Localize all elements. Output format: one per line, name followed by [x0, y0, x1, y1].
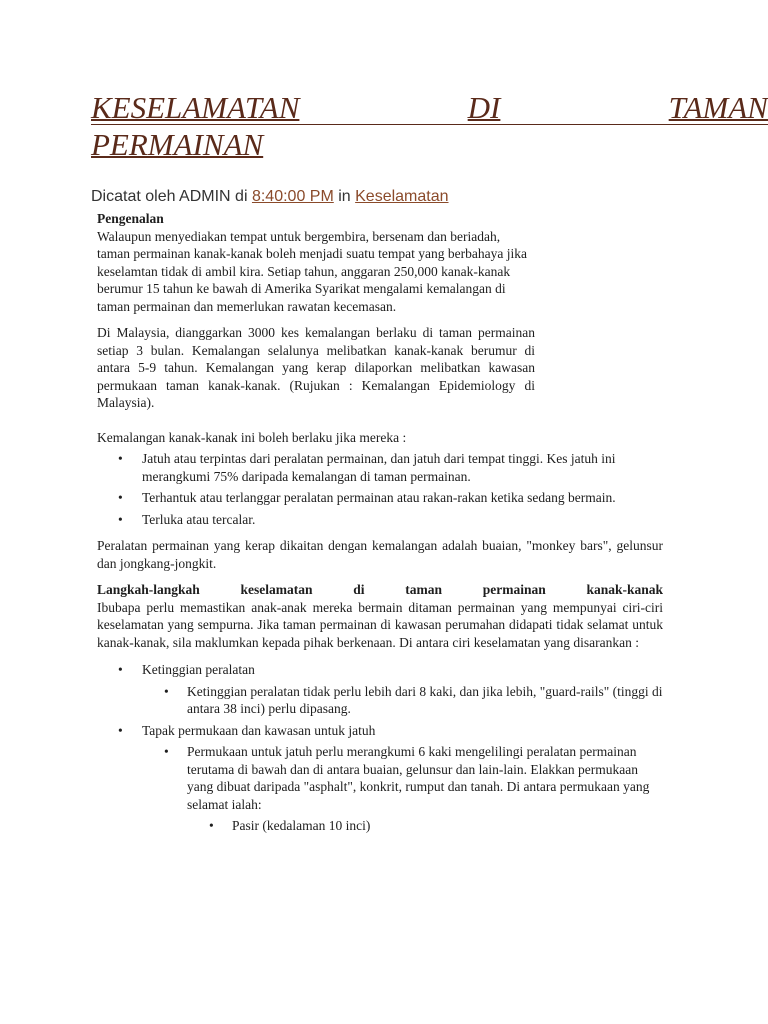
post-time-link[interactable]: 8:40:00 PM — [251, 188, 334, 205]
feature-label: Tapak permukaan dan kawasan untuk jatuh — [142, 722, 376, 738]
title-word: KESELAMATAN — [91, 90, 300, 125]
meta-prefix: Dicatat oleh ADMIN di — [91, 188, 252, 205]
steps-heading-word: keselamatan — [240, 582, 313, 597]
steps-heading-word: kanak-kanak — [586, 582, 663, 597]
intro-paragraph: Walaupun menyediakan tempat untuk bergembira, bersenam dan beriadah, taman permainan kanak-kanak boleh menjadi suatu tempat yang berbahaya jika keselamtan tidak di ambil kira. Setiap tahun, anggaran 250,000 kanak-kanak berumur 15 tahun ke bawah di Amerika Syarikat mengalami kemalangan di taman permainan dan memerlukan rawatan kecemasan. — [97, 228, 527, 314]
title-word: DI — [467, 90, 501, 125]
steps-heading — [97, 581, 663, 599]
feature-subsublist — [97, 817, 663, 835]
title-word: TAMAN — [668, 90, 768, 125]
list-item — [97, 661, 663, 679]
list-item: • Permukaan untuk jatuh perlu merangkumi 6 kaki mengelilingi peralatan permainan terutama di bawah dan di antara buaian, gelunsur dan lain-lain. Elakkan permukaan yang dibuat daripada "asphalt", konkrit, rumput dan tanah. Di antara permukaan yang selamat ialah: — [97, 743, 663, 813]
list-item: • Jatuh atau terpintas dari peralatan permainan, dan jatuh dari tempat tinggi. Kes jatuh ini merangkumi 75% daripada kemalangan di taman permainan. — [97, 450, 663, 485]
post-title[interactable] — [91, 90, 768, 163]
feature-sublist — [97, 743, 663, 813]
post-meta — [91, 188, 449, 206]
list-item — [97, 722, 663, 740]
features-list — [97, 722, 663, 740]
equipment-paragraph: Peralatan permainan yang kerap dikaitan dengan kemalangan adalah buaian, "monkey bars", gelunsur dan jongkang-jongkit. — [97, 538, 663, 571]
steps-heading-word: taman — [405, 582, 442, 597]
steps-heading-word: Langkah-langkah — [97, 582, 200, 597]
feature-sublist — [97, 683, 663, 718]
steps-paragraph: Ibubapa perlu memastikan anak-anak mereka bermain ditaman permainan yang mempunyai ciri-ciri keselamatan yang sempurna. Jika taman permainan di kawasan perumahan didapati tidak selamat untuk kanak-kanak, sila maklumkan kepada pihak berkenaan. Di antara ciri keselamatan yang disarankan : — [97, 599, 663, 650]
intro-heading: Pengenalan — [97, 211, 164, 226]
causes-intro: Kemalangan kanak-kanak ini boleh berlaku jika mereka : — [97, 429, 407, 445]
list-item: • Ketinggian peralatan tidak perlu lebih dari 8 kaki, dan jika lebih, "guard-rails" (tinggi di antara 38 inci) perlu dipasang. — [97, 683, 663, 718]
malaysia-paragraph: Di Malaysia, dianggarkan 3000 kes kemalangan berlaku di taman permainan setiap 3 bulan. Kemalangan selalunya melibatkan kanak-kanak berumur di antara 5-9 tahun. Kemalangan yang kerap dilaporkan melibatkan kawasan permukaan taman kanak-kanak. (Rujukan : Kemalangan Epidemiology di Malaysia). — [97, 325, 535, 410]
title-line-2: PERMAINAN — [91, 127, 264, 162]
list-item: • Terluka atau tercalar. — [97, 511, 663, 529]
title-line-1 — [91, 90, 768, 125]
meta-in: in — [333, 188, 356, 205]
steps-heading-word: permainan — [482, 582, 546, 597]
list-item: • Pasir (kedalaman 10 inci) — [97, 817, 663, 835]
features-list — [97, 661, 663, 679]
list-item: • Terhantuk atau terlanggar peralatan permainan atau rakan-rakan ketika sedang bermain. — [97, 489, 663, 507]
feature-label: Ketinggian peralatan — [142, 662, 255, 677]
post-content — [97, 210, 663, 835]
category-link[interactable]: Keselamatan — [355, 188, 449, 205]
steps-heading-word: di — [353, 582, 365, 597]
causes-list — [97, 450, 663, 528]
